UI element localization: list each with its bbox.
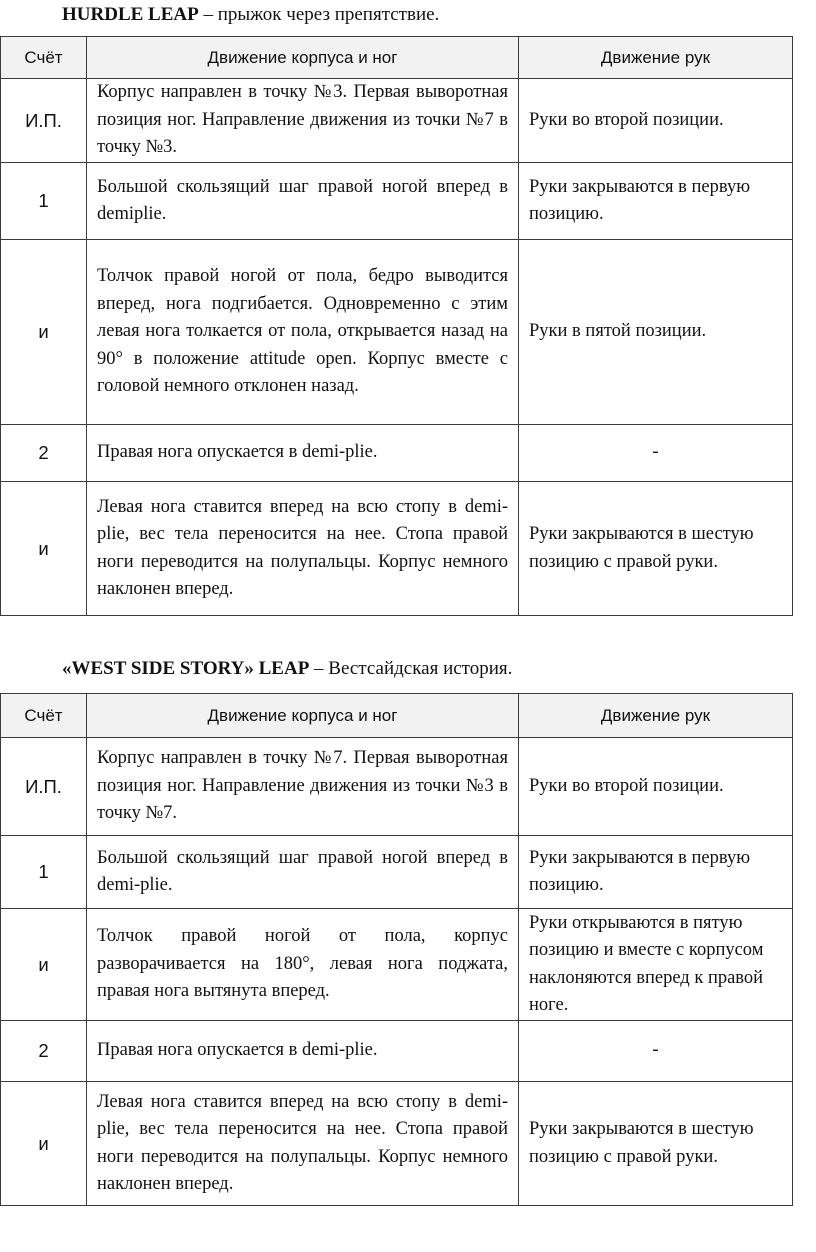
body-legs-cell: Корпус направлен в точку №7. Первая выворотная позиция ног. Направление движения из точки №3 в точку №7. [87, 738, 519, 836]
arms-cell: Руки открываются в пятую позицию и вместе с корпусом наклоняются вперед к правой ноге. [519, 909, 793, 1021]
body-legs-cell: Большой скользящий шаг правой ногой вперед в demiplie. [87, 163, 519, 240]
count-cell: 1 [1, 163, 87, 240]
header-arms: Движение рук [519, 37, 793, 79]
arms-cell: Руки в пятой позиции. [519, 240, 793, 425]
table-row [1, 482, 793, 616]
header-body-legs: Движение корпуса и ног [87, 694, 519, 738]
arms-cell: - [519, 1021, 793, 1082]
table-header-row [1, 694, 793, 738]
section-title-rest: – прыжок через препятствие. [198, 4, 440, 25]
header-count: Счёт [1, 37, 87, 79]
arms-cell: Руки во второй позиции. [519, 79, 793, 163]
body-legs-cell: Корпус направлен в точку №3. Первая выворотная позиция ног. Направление движения из точки №7 в точку №3. [87, 79, 519, 163]
body-legs-cell: Толчок правой ногой от пола, корпус разворачивается на 180°, левая нога поджата, правая нога вытянута вперед. [87, 909, 519, 1021]
table-row [1, 79, 793, 163]
body-legs-cell: Толчок правой ногой от пола, бедро выводится вперед, нога подгибается. Одновременно с этим левая нога толкается от пола, открывается назад на 90° в положение attitude open. Корпус вместе с головой немного отклонен назад. [87, 240, 519, 425]
header-body-legs: Движение корпуса и ног [87, 37, 519, 79]
count-cell: И.П. [1, 738, 87, 836]
count-cell: И.П. [1, 79, 87, 163]
table-row [1, 1021, 793, 1082]
arms-cell: Руки закрываются в шестую позицию с правой руки. [519, 482, 793, 616]
header-arms: Движение рук [519, 694, 793, 738]
table-row [1, 163, 793, 240]
section-title-west-side-story-leap [62, 658, 512, 680]
hurdle-leap-table [0, 36, 793, 616]
count-cell: 1 [1, 836, 87, 909]
count-cell: 2 [1, 425, 87, 482]
arms-cell: Руки закрываются в первую позицию. [519, 163, 793, 240]
arms-cell: Руки закрываются в шестую позицию с правой руки. [519, 1082, 793, 1206]
table-row [1, 1082, 793, 1206]
table-row [1, 738, 793, 836]
section-title-bold: «WEST SIDE STORY» LEAP [62, 658, 310, 679]
arms-cell: Руки во второй позиции. [519, 738, 793, 836]
table-row [1, 909, 793, 1021]
count-cell: и [1, 482, 87, 616]
count-cell: 2 [1, 1021, 87, 1082]
arms-cell: Руки закрываются в первую позицию. [519, 836, 793, 909]
table-header-row [1, 37, 793, 79]
table-row [1, 836, 793, 909]
arms-cell: - [519, 425, 793, 482]
header-count: Счёт [1, 694, 87, 738]
body-legs-cell: Большой скользящий шаг правой ногой вперед в demi-plie. [87, 836, 519, 909]
section-title-bold: HURDLE LEAP [62, 4, 199, 25]
count-cell: и [1, 1082, 87, 1206]
count-cell: и [1, 909, 87, 1021]
west-side-story-leap-table [0, 693, 793, 1206]
count-cell: и [1, 240, 87, 425]
body-legs-cell: Правая нога опускается в demi-plie. [87, 425, 519, 482]
body-legs-cell: Левая нога ставится вперед на всю стопу в demi-plie, вес тела переносится на нее. Стопа правой ноги переводится на полупальцы. Корпус немного наклонен вперед. [87, 1082, 519, 1206]
table-row [1, 240, 793, 425]
body-legs-cell: Правая нога опускается в demi-plie. [87, 1021, 519, 1082]
table-row [1, 425, 793, 482]
section-title-rest: – Вестсайдская история. [309, 658, 513, 679]
body-legs-cell: Левая нога ставится вперед на всю стопу в demi-plie, вес тела переносится на нее. Стопа правой ноги переводится на полупальцы. Корпус немного наклонен вперед. [87, 482, 519, 616]
section-title-hurdle-leap [62, 4, 439, 26]
